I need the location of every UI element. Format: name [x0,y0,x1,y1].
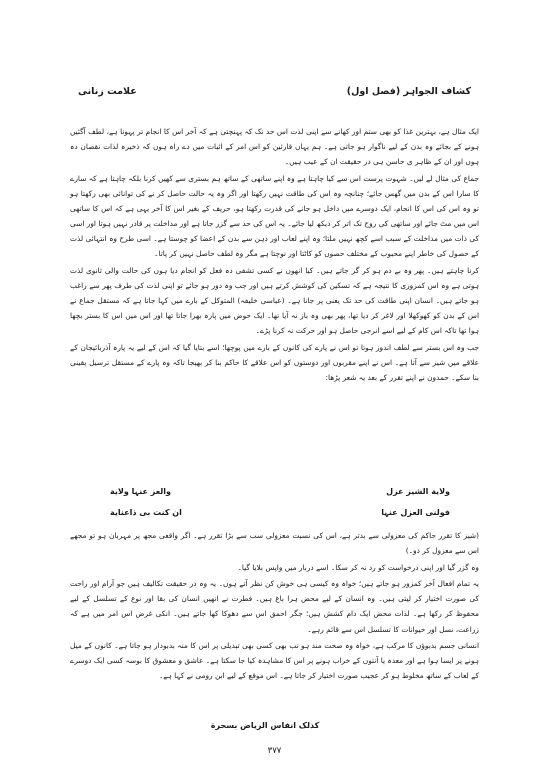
paragraph: یہ تمام افعال آخر کمزور ہو جاتے ہیں؛ خواہ وہ کیسی ہی خوش کن نظر آتے ہوں۔ یہ وہ در حقیقت تکالیف ہیں جو آرام اور راحت کی صورت اختیار کر لیتی ہیں۔ وہ انسان کے لیے محض ہرا باغ ہیں۔ فطرت نے انھیں انسان کی بقا اور نوع کے تسلسل کے لیے محفوظ کر رکھا ہے۔ لذات محض ایک دام کشش ہیں؛ جگر احمق اس سے دھوکا کھا جاتے ہیں۔ انکی غرض اس امر میں ہے کہ زراعت، نسل اور حیوانات کا تسلسل اس سے قائم رہے۔ [70,579,479,634]
book-title: کشاف الجواہر (فصل اول) [346,86,471,97]
paragraph: (شیز کا تقرر حاکم کی معزولی سے بدتر ہے، اس کی نسبت معزولی سب سے بڑا تقرر ہے۔ اگر واقعی مجھ پر مہربان ہو تو مجھے اس سے معزول کر دو۔) [70,531,479,556]
closing-verse: کذلک انفاس الریاض بسحرة [210,721,320,730]
paragraph: جماع کی مثال لے لیں۔ شہوت پرست اس سے کیا چاہتا ہے وہ اپنے ساتھی کے ساتھ ہم بستری سے کھیں کرنا بلکہ چاہتا ہے کہ سارے کا سارا اس کے بدن میں گھس جائے؛ چنانچہ وہ اس کی طاقت نہیں رکھتا اور اگر وہ یہ حالت حاصل کر نے کی توانائی بھی رکھتا ہو تو وہ اس کی اس کا انجام، ایک دوسرے میں داخل ہو جانے کی قدرت رکھتا ہو، حریف کے بغیر اس کا آخر یہی ہے کہ اس کا ساتھی اس میں مٹ جائے اور ساتھی کی روح تک اتر کر دیکھ لیا جائے۔ یہ اس کی حد سے گزر جاتا ہے اور مداخلت پر قادر نہیں ہوتا اور اسی کی ذات میں مداخلت کے سبب اسے کچھ نہیں ملتا؛ وہ اپنے لعاب اور دہن سے بدن کے اعضا کو چوستا ہے۔ اسی طرح وہ انتہائی لذت کے حصول کی خاطر اپنے محبوب کے مختلف حصوں کو کاٹتا اور نوچتا ہے مگر وہ لطف حاصل نہیں کر پاتا۔ [70,173,479,259]
paragraph: انسانی جسم بدبوؤں کا مرکب ہے، خواہ وہ صحت مند ہو تب بھی کسی بھی تبدیلی پر اس کا منہ بدبودار ہو جاتا ہے۔ کانوں کے میل ہونے پر ایسا ہوا ہے اور معدہ یا آنتوں کے خراب ہونے پر اس کا مشاہدہ کیا جا سکتا ہے۔ عاشق و معشوق کا بوسہ کسی ایک دوسرے کے لعاب کے ساتھ مخلوط ہو کر عجیب صورت اختیار کر جاتا ہے۔ اس موقع کے لیے ابن رومی نے کہا ہے۔ [70,641,479,681]
paragraph: جب وہ اس بستر سے لطف اندوز ہوتا تو اس نے پارے کی کانوں کے بارے میں پوچھا؛ اسے بتایا گیا کہ اس کے لیے یہ پارہ آذربائیجان کے علاقے میں شیز سے آتا ہے۔ اس نے اپنے مقربوں اور دوستوں کو اس علاقے کا حاکم بنا کر بھیجا تاکہ وہ پارے کے مستقل ترسیل یقینی بنا سکے۔ حمدون نے اپنے تقرر کے بعد یہ شعر پڑھا: [70,342,479,382]
running-header [78,86,471,102]
verse-hemistich: والعز عنہا ولایة [110,487,171,496]
paragraph: وہ گزر گیا اور اپنی درخواست کو رد نہ کر سکا۔ اسے دربار میں واپس بلایا گیا۔ [237,562,479,572]
author-name: علامت زنانی [78,86,137,97]
verse-hemistich: فولنی العزل عنہا [381,508,450,517]
paragraph: ایک مثال ہے، بہترین غذا کو بھی ستم اور کھانے سے اپنی لذت اس حد تک کہ پہنچتی ہے کہ آخر اس کا انجام تر پہونا ہے، لطف آگئیں ہونے کے بجائے وہ بدن کے لیے ناگوار ہو جاتی ہے۔ ہم یہاں قارئین کو اس امر کے اثبات میں دے راہ ہوں کہ ذخیرہ لذات نقصان دہ ہوں اور ان کے ظاہر ی حاسن ہی در حقیقت ان کے عیب ہیں۔ [70,127,479,167]
verse-hemistich: ولایة الشیز عزل [386,487,450,496]
body-text-bottom [70,528,479,685]
paragraph: کرنا چاہتے ہیں۔ پھر وہ بے دم ہو کر گر جاتے ہیں۔ کیا انھوں نے کسی تشفی دہ فعل کو انجام دیا ہوں کی حالت والی ثانوی لذت ہوتی ہے وہ اس کمزوری کا نتیجہ ہے کہ تسکین کی کوشش کرتے ہیں اور جب وہ دور ہو جائے تو اپنی لذت کی طرف پھر سے راغب ہو جاتے ہیں۔ انسان اپنی طاقت کی حد تک یعنی پر جانا ہے۔ (عباسی خلیفہ) المتوکل کے بارے میں کہا جاتا ہے کہ مستقل جماع نے اس کے بدن کو کھوکھلا اور لاغر کر دیا تھا، پھر بھی وہ باز نہ آیا تھا۔ ایک حوض میں پارہ بھرا جاتا تھا اور اس میں اس کا بستر بچھا ہوا تھا تاکہ اس کام کے لیے اسے انرجی حاصل ہو اور حرکت نہ کرنا پڑے۔ [70,265,479,336]
page-number: ٣٧٧ [267,746,282,756]
body-text-top [70,124,479,387]
verse-hemistich: ان کنت بی ذاعنایة [110,508,182,517]
